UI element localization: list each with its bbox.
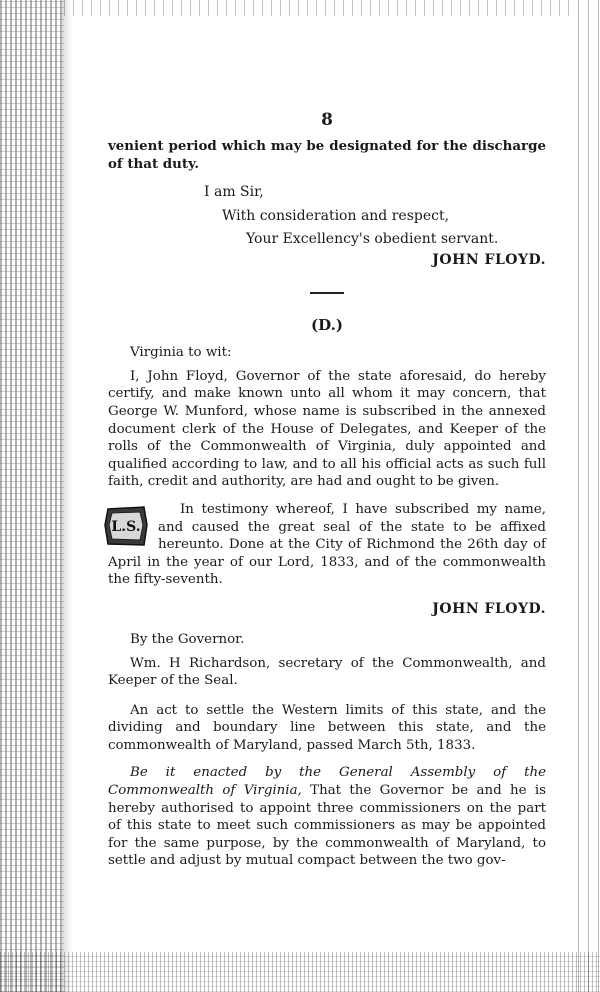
salutation: Virginia to wit: (130, 345, 232, 361)
page-number: 8 (321, 110, 333, 130)
enacting-clause (108, 764, 546, 870)
bottom-scan-edge (0, 952, 600, 992)
certification-paragraph: I, John Floyd, Governor of the state aforesaid, do hereby certify, and make known unto all whom it may concern, that George W. Munford, whose name is subscribed in the annexed document clerk of the House of Delegates, and Keeper of the rolls of the Commonwealth of Virginia, duly appointed and qualified according to law, and to all his official acts as such full faith, credit and authority, are had and ought to be given. (108, 368, 546, 490)
testimony-block (108, 501, 546, 589)
book-binding-scan-edge (0, 0, 64, 992)
top-scan-edge (64, 0, 572, 16)
section-divider (310, 292, 344, 294)
document-page (108, 110, 546, 870)
signature-john-floyd-2: JOHN FLOYD. (432, 600, 546, 617)
testimony-paragraph: In testimony whereof, I have subscribed my name, and caused the great seal of the state to be affixed hereunto. Done at the City of Richmond the 26th day of April in the year of our Lord, 1833, and of the commonwealth the fifty-seventh. (108, 501, 546, 588)
right-scan-edge (572, 0, 600, 992)
secretary-line: Wm. H Richardson, secretary of the Commonwealth, and Keeper of the Seal. (108, 655, 546, 689)
seal-graphic (102, 503, 150, 549)
closing-line-1: I am Sir, (204, 184, 264, 201)
closing-line-3: Your Excellency's obedient servant. (246, 231, 499, 248)
letter-continuation: venient period which may be designated for the discharge of that duty. (108, 138, 546, 172)
enacting-clause-italic: Be it enacted by the General Assembly of the Commonwealth of Virginia, (108, 765, 546, 799)
by-the-governor: By the Governor. (130, 631, 245, 647)
act-title: An act to settle the Western limits of this state, and the dividing and boundary line between this state, and the commonwealth of Maryland, passed March 5th, 1833. (108, 702, 546, 753)
state-seal (102, 503, 150, 549)
section-label: (D.) (311, 316, 343, 335)
signature-john-floyd: JOHN FLOYD. (432, 252, 546, 269)
enacting-clause-body: That the Governor be and he is hereby authorised to appoint three commissioners on the part of this state to meet such commissioners as may be appointed for the same purpose, by the commonwealth of Maryland, to settle and adjust by mutual compact between the two gov- (108, 783, 547, 869)
closing-line-2: With consideration and respect, (222, 208, 450, 225)
seal-lettering: L.S. (111, 518, 141, 535)
